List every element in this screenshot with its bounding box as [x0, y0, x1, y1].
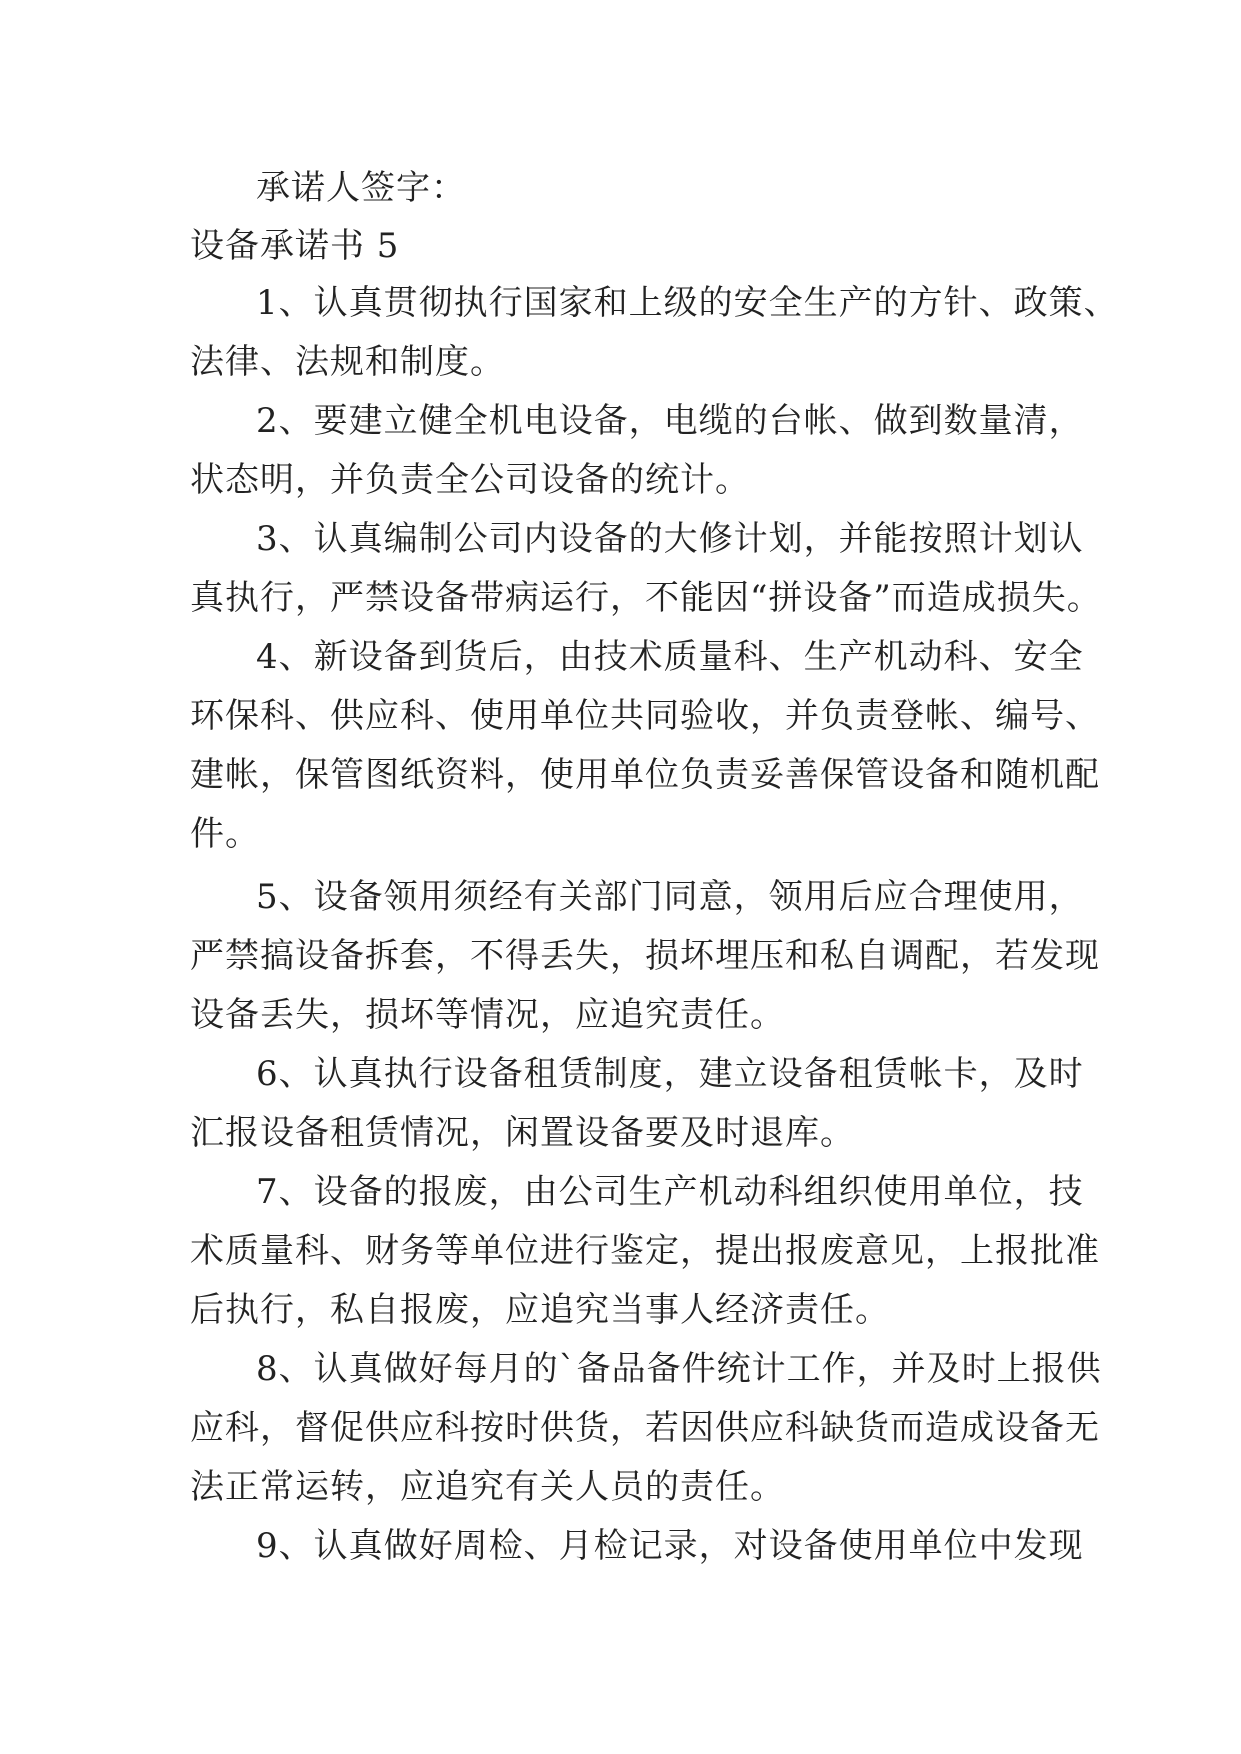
paragraph-line: 状态明，并负责全公司设备的统计。 — [190, 460, 750, 500]
paragraph-line: 术质量科、财务等单位进行鉴定，提出报废意见，上报批准 — [190, 1231, 1100, 1271]
paragraph-line: 件。 — [190, 814, 260, 854]
paragraph-line: 建帐，保管图纸资料，使用单位负责妥善保管设备和随机配 — [190, 755, 1100, 795]
paragraph-line: 9、认真做好周检、月检记录，对设备使用单位中发现 — [256, 1526, 1084, 1566]
paragraph-line: 2、要建立健全机电设备，电缆的台帐、做到数量清， — [256, 401, 1084, 441]
paragraph-line: 8、认真做好每月的`备品备件统计工作，并及时上报供 — [256, 1349, 1102, 1389]
paragraph-line: 真执行，严禁设备带病运行，不能因“拼设备”而造成损失。 — [190, 578, 1102, 618]
paragraph-line: 应科，督促供应科按时供货，若因供应科缺货而造成设备无 — [190, 1408, 1100, 1448]
paragraph-line: 1、认真贯彻执行国家和上级的安全生产的方针、政策、 — [256, 283, 1119, 323]
paragraph-line: 4、新设备到货后，由技术质量科、生产机动科、安全 — [256, 637, 1084, 677]
paragraph-line: 5、设备领用须经有关部门同意，领用后应合理使用， — [256, 877, 1084, 917]
paragraph-line: 法律、法规和制度。 — [190, 342, 505, 382]
signature-line: 承诺人签字： — [256, 168, 466, 208]
paragraph-line: 3、认真编制公司内设备的大修计划，并能按照计划认 — [256, 519, 1084, 559]
paragraph-line: 后执行，私自报废，应追究当事人经济责任。 — [190, 1290, 890, 1330]
paragraph-line: 汇报设备租赁情况，闲置设备要及时退库。 — [190, 1113, 855, 1153]
paragraph-line: 7、设备的报废，由公司生产机动科组织使用单位，技 — [256, 1172, 1084, 1212]
paragraph-line: 设备丢失，损坏等情况，应追究责任。 — [190, 995, 785, 1035]
paragraph-line: 法正常运转，应追究有关人员的责任。 — [190, 1467, 785, 1507]
paragraph-line: 6、认真执行设备租赁制度，建立设备租赁帐卡，及时 — [256, 1054, 1084, 1094]
section-title: 设备承诺书 5 — [190, 226, 400, 266]
paragraph-line: 严禁搞设备拆套，不得丢失，损坏埋压和私自调配，若发现 — [190, 936, 1100, 976]
paragraph-line: 环保科、供应科、使用单位共同验收，并负责登帐、编号、 — [190, 696, 1100, 736]
